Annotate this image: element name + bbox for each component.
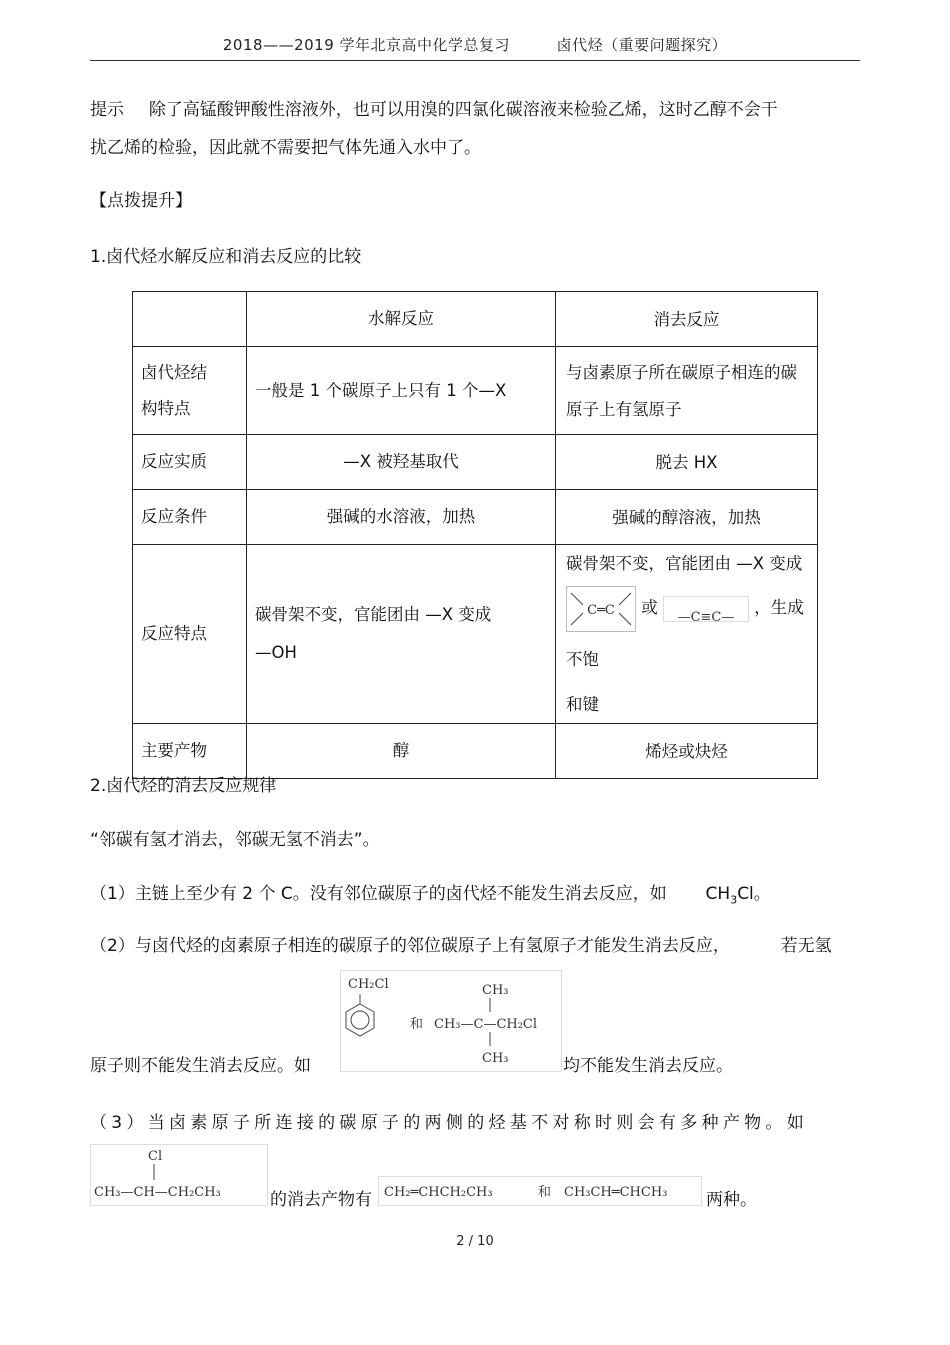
formula-tail: Cl。 [737, 884, 771, 904]
formula-sub: 3 [730, 893, 738, 907]
elimination-cell: 脱去 HX [556, 435, 818, 490]
elim-tail: ，生成不饱 [566, 598, 804, 669]
alkyne-svg [664, 604, 748, 628]
table-header-cell [133, 292, 247, 347]
header-topic: 卤代烃（重要问题探究） [556, 36, 728, 54]
hint-label: 提示 [90, 100, 124, 120]
elim-line: 碳骨架不变，官能团由 —X 变成 [566, 554, 803, 573]
table-row [133, 435, 818, 490]
header-title: 2018——2019 学年北京高中化学总复习 [222, 36, 511, 54]
neo-bottom: CH₃ [482, 1051, 509, 1066]
row-label: 主要产物 [133, 724, 247, 779]
table-row [133, 347, 818, 435]
table-row [133, 545, 818, 724]
rule-3-mid: 的消去产物有 [270, 1190, 372, 1210]
row-label [133, 347, 247, 435]
table-row [133, 490, 818, 545]
product-1: CH₂═CHCH₂CH₃ [384, 1185, 493, 1200]
hint-line-1 [90, 100, 778, 120]
row-label-line: 卤代烃结 [141, 362, 207, 382]
reactant-top: Cl [148, 1149, 163, 1164]
elimination-cell [556, 347, 818, 435]
and-word-2: 和 [538, 1185, 552, 1200]
row-label: 反应实质 [133, 435, 247, 490]
item1-title: 1.卤代烃水解反应和消去反应的比较 [90, 247, 362, 267]
or-word: 或 [641, 598, 658, 617]
alkyne-structure [663, 596, 749, 625]
elimination-cell: 强碱的醇溶液，加热 [556, 490, 818, 545]
rule-3-line-1: （3）当卤素原子所连接的碳原子的两侧的烃基不对称时则会有多种产物。如 [90, 1113, 809, 1133]
product-2: CH₃CH═CHCH₃ [564, 1185, 668, 1200]
rule3-reactant [90, 1144, 268, 1206]
elimination-cell [556, 545, 818, 724]
alkyne-atoms: —C≡C— [677, 609, 735, 625]
alkene-structure [566, 586, 636, 632]
rule2-tail: 若无氢 [780, 936, 832, 956]
hydrolysis-cell: 强碱的水溶液，加热 [247, 490, 556, 545]
elimination-cell: 烯烃或炔烃 [556, 724, 818, 779]
row-label: 反应特点 [133, 545, 247, 724]
elim-line: 原子上有氢原子 [566, 399, 682, 419]
hydrolysis-cell: 醇 [247, 724, 556, 779]
rule1-formula [705, 884, 771, 907]
alkene-atoms: C═C [587, 602, 615, 618]
rule-2-line-2-tail: 均不能发生消去反应。 [563, 1056, 733, 1076]
table-header-cell: 消去反应 [556, 292, 818, 347]
hydrolysis-cell: 一般是 1 个碳原子上只有 1 个—X [247, 347, 556, 435]
alkene-svg [567, 587, 635, 631]
header-rule [90, 60, 860, 61]
page-header [90, 34, 860, 55]
rule-quote: “邻碳有氢才消去，邻碳无氢不消去”。 [90, 830, 380, 850]
table-row [133, 724, 818, 779]
section-title: 【点拨提升】 [90, 191, 192, 211]
item2-title: 2.卤代烃的消去反应规律 [90, 776, 277, 796]
rule2-text: （2）与卤代烃的卤素原子相连的碳原子的邻位碳原子上有氢原子才能发生消去反应， [90, 936, 730, 956]
table-header-row [133, 292, 818, 347]
benzyl-label: CH₂Cl [348, 977, 389, 992]
page-number: 2 / 10 [456, 1234, 494, 1249]
benzene-ring [346, 1004, 374, 1036]
hint-line-2: 扰乙烯的检验，因此就不需要把气体先通入水中了。 [90, 138, 481, 158]
rule2-structures [340, 970, 562, 1072]
neo-top: CH₃ [482, 983, 509, 998]
rule-2-line-1 [90, 936, 832, 956]
elim-line-formulas [566, 582, 807, 686]
table-header-cell: 水解反应 [247, 292, 556, 347]
hydrolysis-cell [247, 545, 556, 724]
and-word: 和 [410, 1017, 424, 1032]
hydrolysis-cell: —X 被羟基取代 [247, 435, 556, 490]
hydro-line: 碳骨架不变，官能团由 —X 变成 [255, 605, 492, 624]
comparison-table [132, 291, 818, 779]
formula-main: CH [705, 884, 731, 904]
reactant-main: CH₃—CH—CH₂CH₃ [94, 1185, 221, 1200]
rule-2-line-2-head: 原子则不能发生消去反应。如 [90, 1056, 311, 1076]
elim-line: 和键 [566, 695, 599, 714]
row-label-line: 构特点 [141, 398, 191, 418]
rule1-text: （1）主链上至少有 2 个 C。没有邻位碳原子的卤代烃不能发生消去反应，如 [90, 884, 667, 904]
neo-mid: CH₃—C—CH₂Cl [434, 1017, 538, 1032]
rule-3-tail: 两种。 [706, 1190, 757, 1210]
rule3-products [378, 1176, 702, 1206]
hint-text-1: 除了高锰酸钾酸性溶液外，也可以用溴的四氯化碳溶液来检验乙烯，这时乙醇不会干 [148, 100, 778, 120]
elim-line: 与卤素原子所在碳原子相连的碳 [566, 362, 797, 382]
row-label: 反应条件 [133, 490, 247, 545]
benzene-circle [351, 1011, 369, 1029]
hydro-line: —OH [255, 643, 297, 662]
rule-1 [90, 884, 771, 907]
